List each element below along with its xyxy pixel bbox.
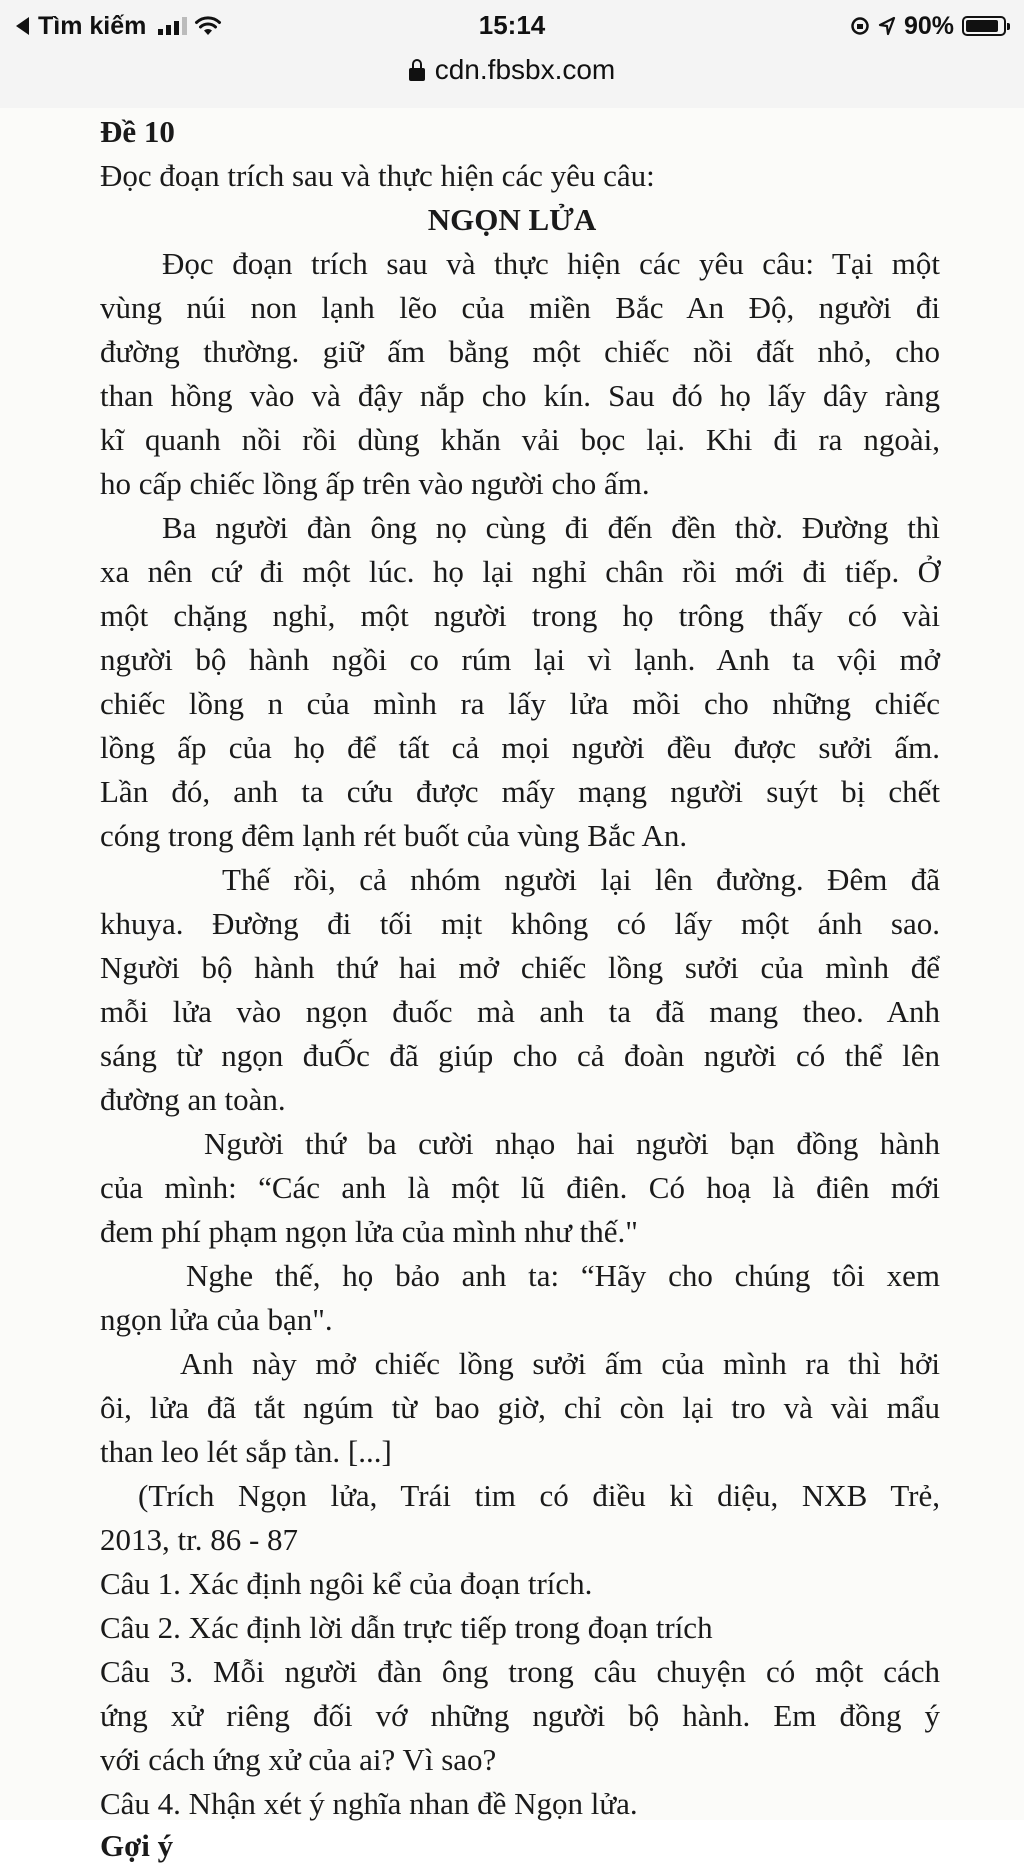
- question-2: Câu 2. Xác định lời dẫn trực tiếp trong đoạn trích: [100, 1610, 713, 1645]
- text-line: Anh này mở chiếc lồng sưởi ấm của mình ra thì hởi: [180, 1346, 940, 1381]
- text-line: Người thứ ba cười nhạo hai người bạn đồng hành: [204, 1126, 940, 1161]
- text-line: than leo lét sắp tàn. [...]: [100, 1434, 392, 1469]
- text-line: mỗi lửa vào ngọn đuốc mà anh ta đã mang theo. Anh: [100, 994, 940, 1029]
- question-3: Câu 3. Mỗi người đàn ông trong câu chuyện có một cách: [100, 1654, 940, 1689]
- text-line: than hồng vào và đậy nắp cho kín. Sau đó họ lấy dây ràng: [100, 378, 940, 413]
- text-line: khuya. Đường đi tối mịt không có lấy một ánh sao.: [100, 906, 940, 941]
- text-line: xa nên cứ đi một lúc. họ lại nghỉ chân rồi mới đi tiếp. Ở: [100, 554, 940, 589]
- instruction-text: Đọc đoạn trích sau và thực hiện các yêu câu:: [100, 158, 655, 193]
- text-line: đường an toàn.: [100, 1082, 286, 1117]
- padlock-icon: [409, 68, 425, 81]
- text-line: ôi, lửa đã tắt ngúm từ bao giờ, chỉ còn lại tro và vài mẩu: [100, 1390, 940, 1425]
- text-line: ho cấp chiếc lồng ấp trên vào người cho ấm.: [100, 466, 650, 501]
- text-line: sáng từ ngọn đuỐc đã giúp cho cả đoàn người có thể lên: [100, 1038, 940, 1073]
- text-line: vùng núi non lạnh lẽo của miền Bắc An Độ, người đi: [100, 290, 940, 325]
- question-3-continued: với cách ứng xử của ai? Vì sao?: [100, 1742, 497, 1777]
- text-line: cóng trong đêm lạnh rét buốt của vùng Bắc An.: [100, 818, 688, 853]
- location-arrow-icon: [878, 16, 896, 36]
- browser-chrome: [0, 0, 1024, 109]
- text-line: Đọc đoạn trích sau và thực hiện các yêu câu: Tại một: [162, 246, 940, 281]
- battery-icon: [962, 16, 1006, 36]
- document-page: [0, 108, 1024, 1863]
- clock: 15:14: [478, 10, 546, 40]
- text-line: kĩ quanh nồi rồi dùng khăn vải bọc lại. Khi đi ra ngoài,: [100, 422, 940, 457]
- text-line: ngọn lửa của bạn".: [100, 1302, 333, 1337]
- text-line: người bộ hành ngồi co rúm lại vì lạnh. Anh ta vội mở: [100, 642, 940, 677]
- text-line: đem phí phạm ngọn lửa của mình như thế.": [100, 1214, 638, 1249]
- question-1: Câu 1. Xác định ngôi kể của đoạn trích.: [100, 1566, 593, 1601]
- text-line: Thế rồi, cả nhóm người lại lên đường. Đêm đã: [222, 862, 940, 897]
- text-line: Lần đó, anh ta cứu được mấy mạng người suýt bị chết: [100, 774, 940, 809]
- battery-level-fill: [966, 20, 998, 32]
- story-title: NGỌN LỬA: [427, 202, 597, 237]
- text-line: chiếc lồng n của mình ra lấy lửa mồi cho những chiếc: [100, 686, 940, 721]
- text-line: đường thường. giữ ấm bằng một chiếc nồi đất nhỏ, cho: [100, 334, 940, 369]
- text-line: Ba người đàn ông nọ cùng đi đến đền thờ. Đường thì: [162, 510, 940, 545]
- url-text: cdn.fbsbx.com: [434, 54, 616, 85]
- text-line: Nghe thế, họ bảo anh ta: “Hãy cho chúng tôi xem: [186, 1258, 940, 1293]
- text-line: một chặng nghỉ, một người trong họ trông thấy có vài: [100, 598, 940, 633]
- text-line: của mình: “Các anh là một lũ điên. Có hoạ là điên mới: [100, 1170, 940, 1205]
- text-line: Người bộ hành thứ hai mở chiếc lồng sưởi của mình để: [100, 950, 940, 985]
- citation-line: (Trích Ngọn lửa, Trái tim có điều kì diệu, NXB Trẻ,: [138, 1478, 940, 1513]
- hint-heading: Gợi ý: [100, 1828, 174, 1863]
- status-indicators: [850, 12, 1006, 40]
- citation-line: 2013, tr. 86 - 87: [100, 1522, 299, 1557]
- back-label: Tìm kiếm: [38, 11, 147, 40]
- question-3-continued: ứng xử riêng đối vớ những người bộ hành. Em đồng ý: [100, 1698, 940, 1733]
- battery-percentage: 90%: [903, 11, 954, 40]
- text-line: lồng ấp của họ để tất cả mọi người đều được sưởi ấm.: [100, 730, 940, 765]
- address-bar[interactable]: [0, 50, 1024, 90]
- exam-heading: Đề 10: [100, 114, 175, 149]
- question-4: Câu 4. Nhận xét ý nghĩa nhan đề Ngọn lửa.: [100, 1786, 638, 1821]
- rotation-lock-icon: [850, 16, 870, 36]
